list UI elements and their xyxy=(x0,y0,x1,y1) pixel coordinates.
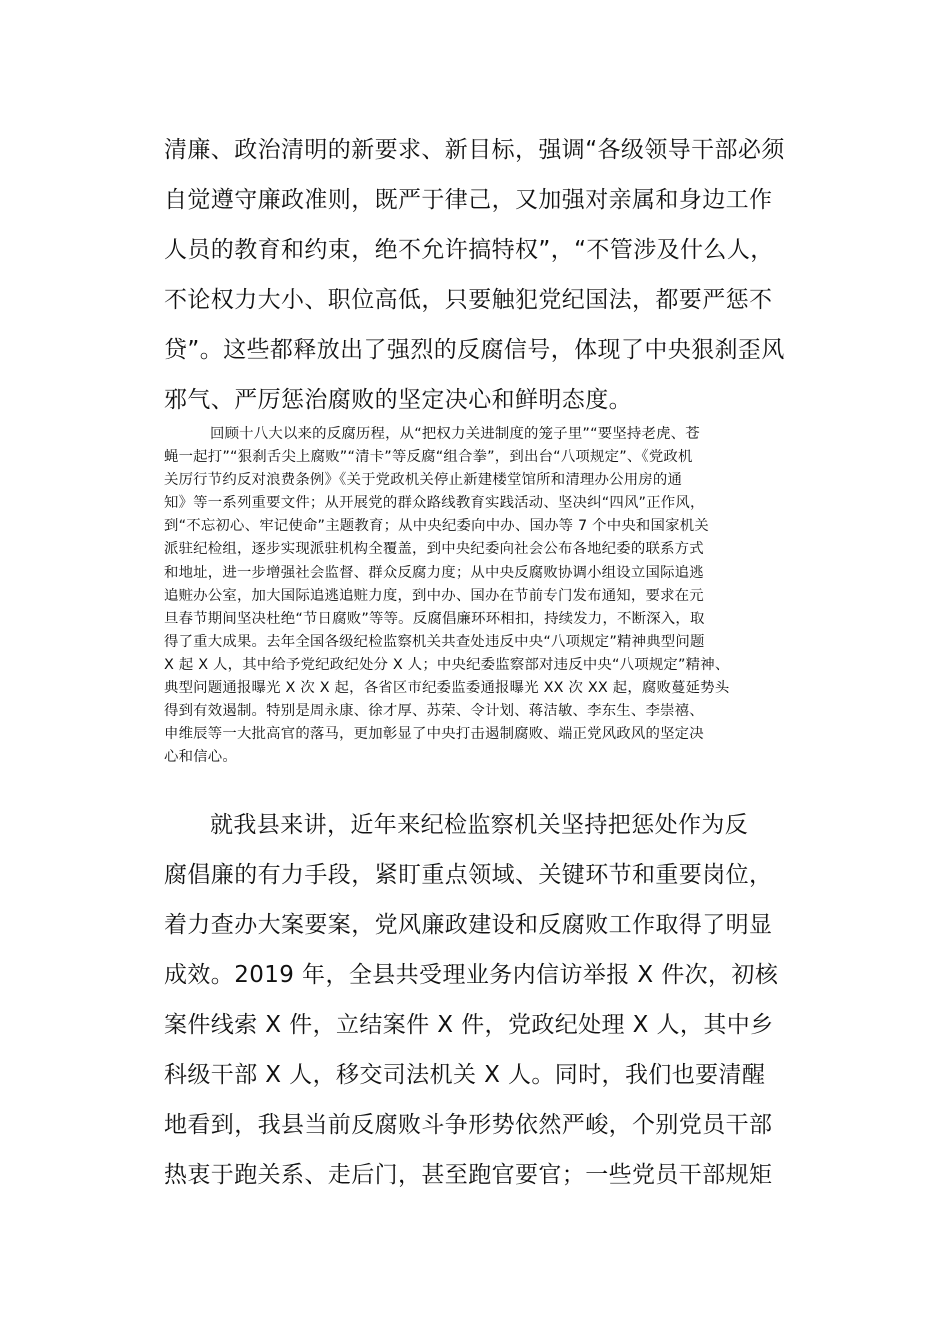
text-line: 科级干部 X 人，移交司法机关 X 人。同时，我们也要清醒 xyxy=(164,1062,766,1088)
text-line: 就我县来讲，近年来纪检监察机关坚持把惩处作为反 xyxy=(210,812,749,838)
text-line: 蝇一起打”“狠刹舌尖上腐败”“清卡”等反腐“组合拳”，到出台“八项规定”、《党政机 xyxy=(164,449,693,466)
text-line: 追赃办公室，加大国际追逃追赃力度，到中办、国办在节前专门发布通知，要求在元 xyxy=(164,587,704,604)
text-line: 清廉、政治清明的新要求、新目标，强调“各级领导干部必须 xyxy=(164,137,785,163)
text-line: 地看到，我县当前反腐败斗争形势依然严峻，个别党员干部 xyxy=(164,1112,773,1138)
text-line: 心和信心。 xyxy=(164,749,237,766)
text-line: 和地址，进一步增强社会监督、群众反腐力度；从中央反腐败协调小组设立国际追逃 xyxy=(164,564,704,581)
paragraph-review-history xyxy=(164,423,786,769)
text-line: 贷”。这些都释放出了强烈的反腐信号，体现了中央狠刹歪风 xyxy=(164,337,785,363)
text-line: 着力查办大案要案，党风廉政建设和反腐败工作取得了明显 xyxy=(164,912,773,938)
text-line: 回顾十八大以来的反腐历程，从“把权力关进制度的笼子里”“要坚持老虎、苍 xyxy=(210,426,700,442)
text-line: 成效。2019 年，全县共受理业务内信访举报 X 件次，初核 xyxy=(164,962,779,988)
text-line: 得了重大成果。去年全国各级纪检监察机关共查处违反中央“八项规定”精神典型问题 xyxy=(164,633,705,650)
text-line: 不论权力大小、职位高低，只要触犯党纪国法，都要严惩不 xyxy=(164,287,773,313)
text-line: 案件线索 X 件，立结案件 X 件，党政纪处理 X 人，其中乡 xyxy=(164,1012,774,1038)
text-line: 腐倡廉的有力手段，紧盯重点领域、关键环节和重要岗位， xyxy=(164,862,773,888)
paragraph-county-situation xyxy=(164,800,786,1200)
text-line: 旦春节期间坚决杜绝“节日腐败”等等。反腐倡廉环环相扣，持续发力，不断深入，取 xyxy=(164,610,705,627)
text-line: 关厉行节约反对浪费条例》《关于党政机关停止新建楼堂馆所和清理办公用房的通 xyxy=(164,472,683,489)
text-line: 到“不忘初心、牢记使命”主题教育；从中央纪委向中办、国办等 7 个中央和国家机关 xyxy=(164,518,709,535)
text-line: X 起 X 人，其中给予党纪政纪处分 X 人；中央纪委监察部对违反中央“八项规定”精神、 xyxy=(164,656,730,673)
paragraph-anti-corruption-signals xyxy=(164,125,786,425)
text-line: 典型问题通报曝光 X 次 X 起，各省区市纪委监委通报曝光 XX 次 XX 起，腐败蔓延势头 xyxy=(164,680,730,697)
text-line: 热衷于跑关系、走后门，甚至跑官要官；一些党员干部规矩 xyxy=(164,1162,773,1188)
text-line: 自觉遵守廉政准则，既严于律己，又加强对亲属和身边工作 xyxy=(164,187,773,213)
text-line: 邪气、严厉惩治腐败的坚定决心和鲜明态度。 xyxy=(164,387,632,413)
text-line: 知》等一系列重要文件；从开展党的群众路线教育实践活动、坚决纠“四风”正作风， xyxy=(164,495,705,512)
text-line: 申维辰等一大批高官的落马，更加彰显了中央打击遏制腐败、端正党风政风的坚定决 xyxy=(164,726,704,743)
text-line: 得到有效遏制。特别是周永康、徐才厚、苏荣、令计划、蒋洁敏、李东生、李崇禧、 xyxy=(164,703,704,720)
text-line: 人员的教育和约束，绝不允许搞特权”，“不管涉及什么人， xyxy=(164,237,774,263)
text-line: 派驻纪检组，逐步实现派驻机构全覆盖，到中央纪委向社会公布各地纪委的联系方式 xyxy=(164,541,704,558)
